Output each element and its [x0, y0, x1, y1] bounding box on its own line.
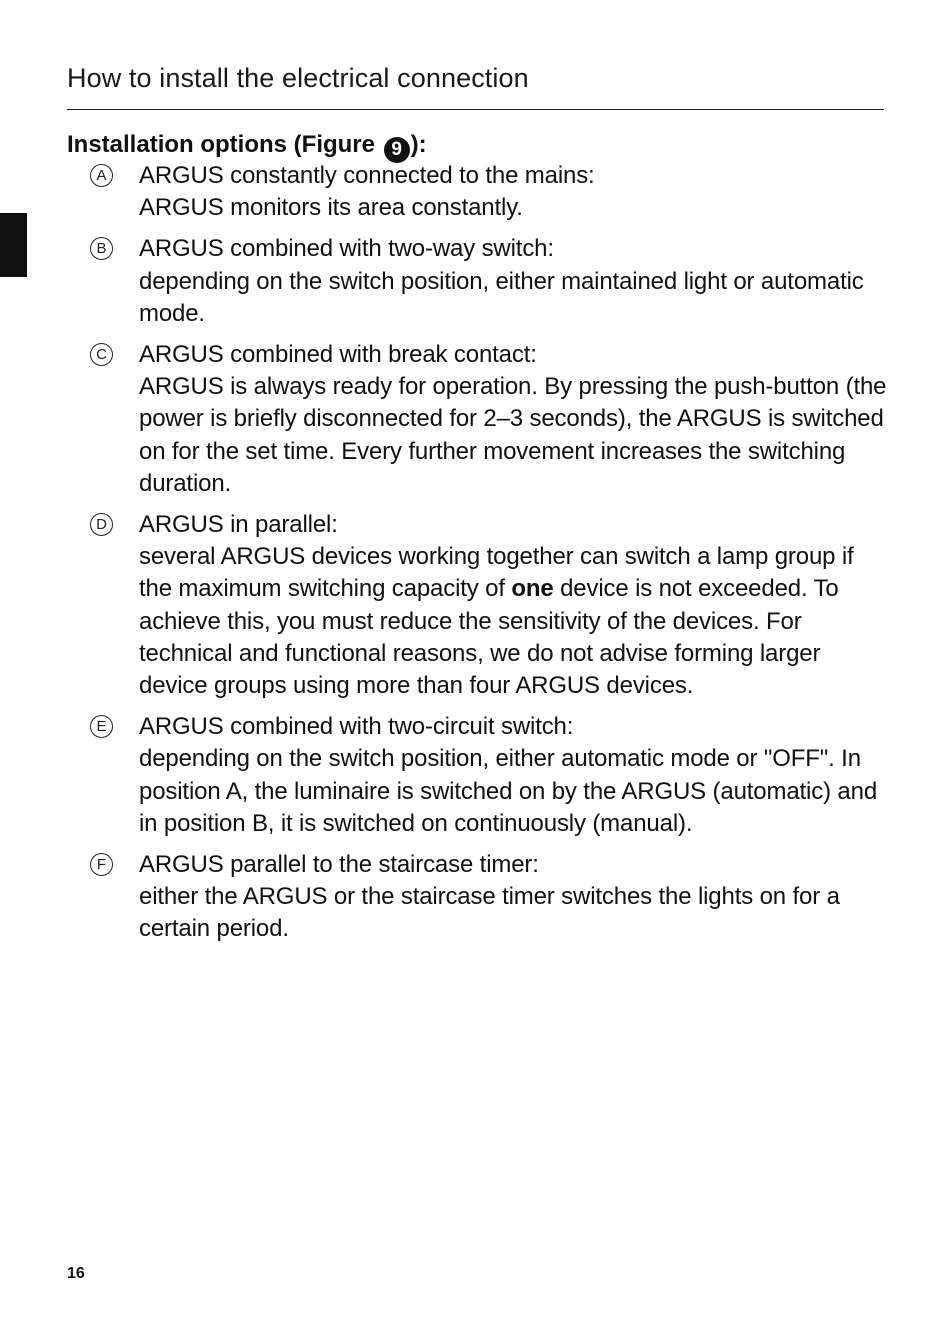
section-title [67, 128, 427, 163]
emphasis-one: one [511, 575, 554, 603]
option-f [67, 849, 887, 946]
section-title-prefix: Installation options (Figure [67, 131, 382, 158]
option-description: ARGUS monitors its area constantly. [139, 194, 523, 222]
option-description-start: several ARGUS devices working together can switch a lamp group if the maximum switching capacity of [139, 543, 854, 603]
installation-options-list [67, 160, 887, 955]
header-divider [67, 109, 884, 110]
section-title-suffix: ): [410, 131, 427, 158]
option-description [139, 541, 887, 702]
option-letter-badge: F [90, 853, 113, 876]
option-c [67, 339, 887, 500]
page-number: 16 [67, 1265, 85, 1282]
option-a [67, 160, 887, 224]
option-title: ARGUS in parallel: [139, 511, 338, 539]
page-header-title: How to install the electrical connection [67, 63, 529, 93]
chapter-tab-marker [0, 213, 27, 277]
option-letter-badge: B [90, 237, 113, 260]
option-b [67, 233, 887, 330]
option-description: depending on the switch position, either maintained light or automatic mode. [139, 267, 864, 327]
option-letter-badge: C [90, 343, 113, 366]
option-letter-badge: D [90, 513, 113, 536]
option-description: ARGUS is always ready for operation. By pressing the push-button (the power is briefly disconnected for 2–3 seconds), the ARGUS is switched on for the set time. Every further movement increases the switching duration. [139, 373, 887, 497]
option-letter-badge: A [90, 164, 113, 187]
option-e [67, 711, 887, 840]
option-title: ARGUS constantly connected to the mains: [139, 162, 595, 189]
option-description: depending on the switch position, either automatic mode or "OFF". In position A, the luminaire is switched on by the ARGUS (automatic) and in position B, it is switched on continuously (manual). [139, 745, 878, 837]
figure-number-badge: 9 [384, 137, 410, 163]
option-title: ARGUS combined with break contact: [139, 341, 537, 369]
option-title: ARGUS parallel to the staircase timer: [139, 851, 539, 879]
option-title: ARGUS combined with two-way switch: [139, 235, 554, 263]
option-d [67, 509, 887, 702]
option-description-end: device is not exceeded. To achieve this, you must reduce the sensitivity of the devices. For technical and functional reasons, we do not advise forming larger device groups using more than four ARGUS devices. [139, 575, 839, 700]
option-description: either the ARGUS or the staircase timer switches the lights on for a certain period. [139, 883, 840, 943]
option-title: ARGUS combined with two-circuit switch: [139, 713, 574, 741]
option-letter-badge: E [90, 715, 113, 738]
